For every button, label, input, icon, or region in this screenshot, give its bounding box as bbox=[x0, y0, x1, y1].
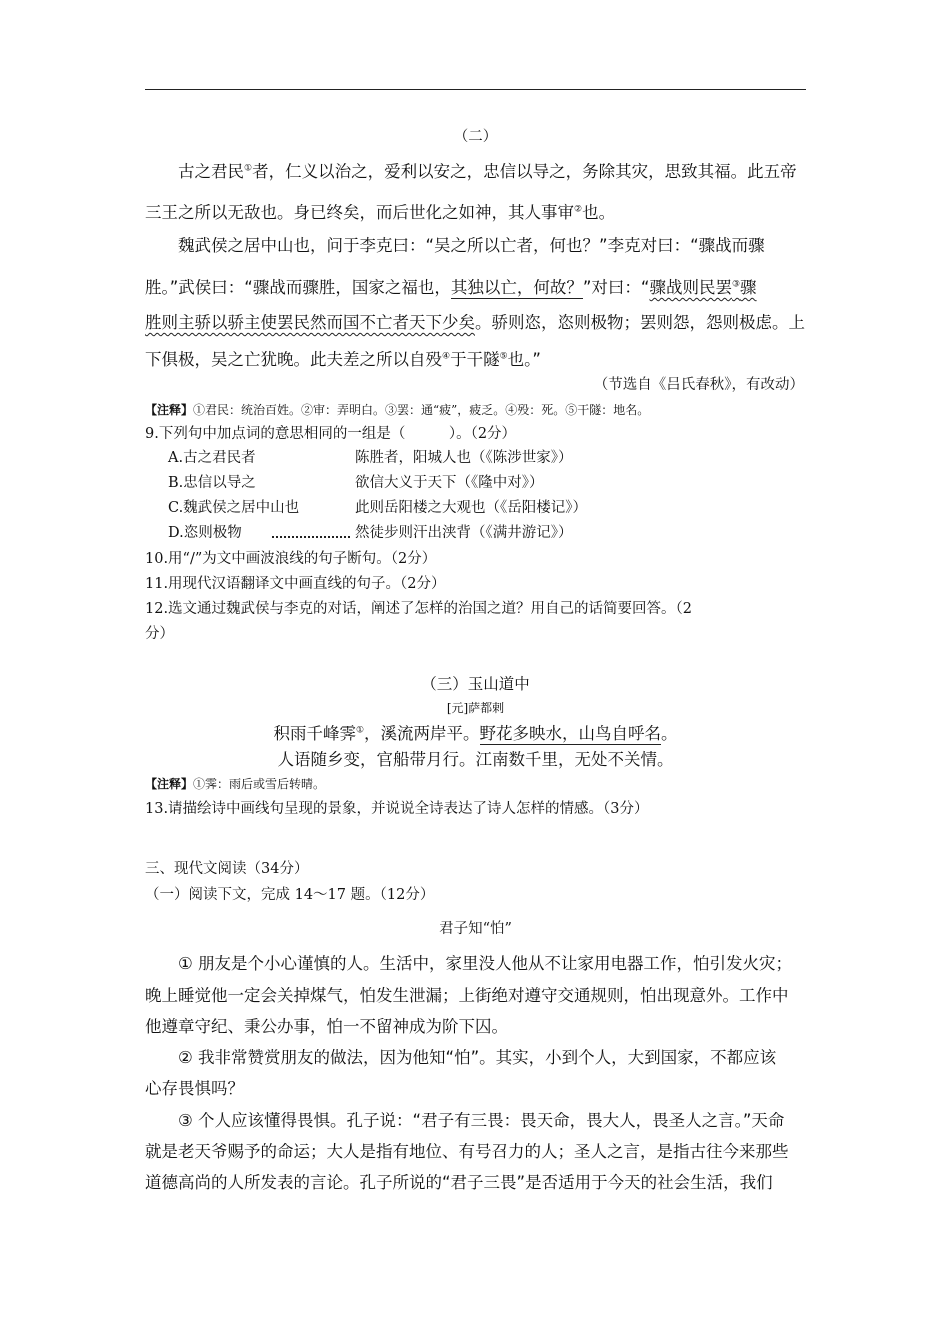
article-line: ① 朋友是个小心谨慎的人。生活中，家里没人他从不让家用电器工作，怕引发火灾； bbox=[178, 954, 793, 973]
footnote-marker: ④ bbox=[442, 351, 451, 362]
passage-line: 胜则主骄以骄主使罢民然而国不亡者天下少矣。骄则恣，恣则极物；罢则怨，怨则极虑。上 bbox=[145, 313, 805, 332]
article-line: 晚上睡觉他一定会关掉煤气，怕发生泄漏；上街绝对遵守交通规则，怕出现意外。工作中 bbox=[145, 986, 789, 1005]
passage-line: 魏武侯之居中山也，问于李克曰：“吴之所以亡者，何也？”李克对曰：“骤战而骤 bbox=[178, 236, 765, 255]
question-11: 11.用现代汉语翻译文中画直线的句子。（2分） bbox=[145, 576, 446, 592]
part-3-heading: 三、现代文阅读（34分） bbox=[145, 861, 309, 877]
section-2-title: （二） bbox=[453, 129, 498, 145]
article-line: ③ 个人应该懂得畏惧。孔子说：“君子有三畏：畏天命，畏大人，畏圣人之言。”天命 bbox=[178, 1111, 785, 1130]
passage-line: 古之君民①者，仁义以治之，爱利以安之，忠信以导之，务除其灾，思致其福。此五帝 bbox=[178, 162, 797, 181]
option-b-right: 欲信大义于天下（《隆中对》） bbox=[355, 475, 544, 491]
annotation: 【注释】①君民：统治百姓。②审：弄明白。③罢：通“疲”，疲乏。④殁：死。⑤干隧：地名。 bbox=[145, 403, 650, 417]
poem-line-1: 积雨千峰霁①，溪流两岸平。野花多映水，山鸟自呼名。 bbox=[273, 724, 678, 743]
article-line: 道德高尚的人所发表的言论。孔子所说的“君子三畏”是否适用于今天的社会生活，我们 bbox=[145, 1173, 773, 1192]
wavy-underlined-sentence: 胜则主骄以骄主使罢民然而国不亡者天下少矣 bbox=[145, 313, 475, 332]
passage-line: 下俱极，吴之亡犹晚。此夫差之所以自殁④于干隧⑤也。” bbox=[145, 350, 541, 369]
footnote-marker: ⑤ bbox=[499, 351, 508, 362]
option-a-right: 陈胜者，阳城人也（《陈涉世家》） bbox=[355, 450, 573, 466]
poem-title: （三）玉山道中 bbox=[421, 675, 530, 693]
question-9: 9.下列句中加点词的意思相同的一组是（ ）。（2分） bbox=[145, 426, 517, 442]
article-title: 君子知“怕” bbox=[439, 921, 512, 937]
article-line: 他遵章守纪、秉公办事，怕一不留神成为阶下囚。 bbox=[145, 1017, 508, 1036]
footnote-marker: ② bbox=[574, 204, 583, 215]
option-d-left: D.恣则极物 bbox=[168, 525, 242, 541]
question-12-cont: 分） bbox=[145, 626, 174, 642]
wavy-underlined-sentence: 骤战则民罢③骤 bbox=[649, 278, 757, 297]
poem-author: [元]萨都剌 bbox=[446, 701, 505, 715]
poem-line-2: 人语随乡变，官船带月行。江南数千里，无处不关情。 bbox=[277, 750, 674, 769]
header-rule bbox=[145, 89, 806, 90]
dot-emphasis-marks bbox=[272, 536, 350, 538]
underlined-line: 野花多映水，山鸟自呼名 bbox=[479, 724, 662, 743]
question-10: 10.用“/”为文中画波浪线的句子断句。（2分） bbox=[145, 551, 437, 567]
underlined-sentence: 其独以亡，何故？ bbox=[450, 278, 583, 297]
source-citation: （节选自《吕氏春秋》，有改动） bbox=[593, 377, 804, 393]
option-a-left: A.古之君民者 bbox=[168, 450, 256, 466]
passage-line: 胜。”武侯曰：“骤战而骤胜，国家之福也，其独以亡，何故？”对曰：“骤战则民罢③骤 bbox=[145, 278, 757, 297]
option-c-left: C.魏武侯之居中山也 bbox=[168, 500, 300, 516]
article-line: ② 我非常赞赏朋友的做法，因为他知“怕”。其实，小到个人，大到国家，不都应该 bbox=[178, 1048, 777, 1067]
footnote-marker: ③ bbox=[731, 279, 741, 290]
option-c-right: 此则岳阳楼之大观也（《岳阳楼记》） bbox=[355, 500, 587, 516]
footnote-marker: ① bbox=[244, 163, 253, 174]
footnote-marker: ① bbox=[355, 725, 365, 736]
question-13: 13.请描绘诗中画线句呈现的景象，并说说全诗表达了诗人怎样的情感。（3分） bbox=[145, 801, 649, 817]
passage-line: 三王之所以无敌也。身已终矣，而后世化之如神，其人事审②也。 bbox=[145, 203, 616, 222]
poem-annotation: 【注释】①霁：雨后或雪后转晴。 bbox=[145, 777, 326, 791]
option-d-right: 然徒步则汗出浃背（《满井游记》） bbox=[355, 525, 573, 541]
article-line: 心存畏惧吗？ bbox=[145, 1079, 244, 1098]
part-3-sub: （一）阅读下文，完成 14～17 题。（12分） bbox=[145, 887, 435, 903]
option-b-left: B.忠信以导之 bbox=[168, 475, 256, 491]
article-line: 就是老天爷赐予的命运；大人是指有地位、有号召力的人；圣人之言，是指古往今来那些 bbox=[145, 1142, 789, 1161]
question-12: 12.选文通过魏武侯与李克的对话，阐述了怎样的治国之道？用自己的话简要回答。（2 bbox=[145, 601, 693, 617]
